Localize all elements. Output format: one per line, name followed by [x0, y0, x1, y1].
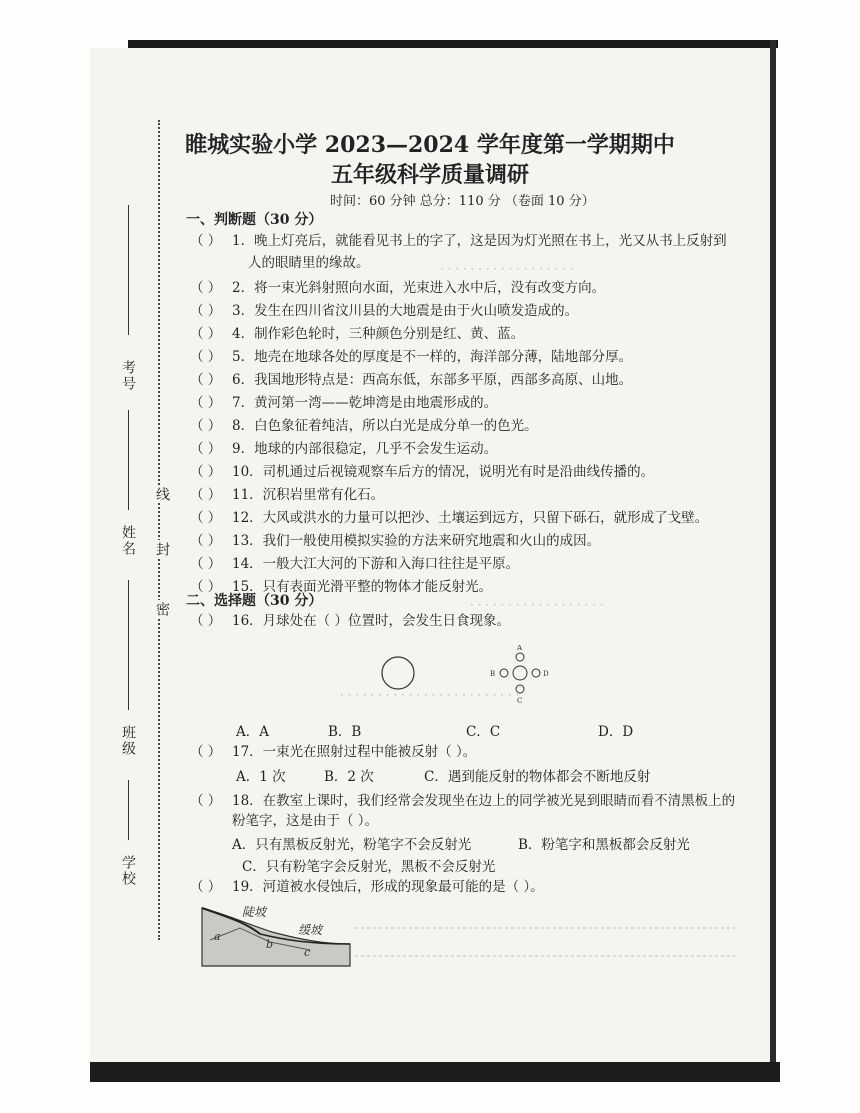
judgement-item: （ ） 12．大风或洪水的力量可以把沙、土壤运到远方，只留下砾石，就形成了戈壁。	[190, 507, 708, 529]
option-b[interactable]: B．B	[328, 724, 362, 740]
answer-blank[interactable]: （ ）	[190, 613, 222, 629]
answer-blank[interactable]: （ ）	[190, 879, 222, 895]
section-judgement: 一、判断题（30 分）	[186, 212, 323, 228]
point-c-label: c	[304, 946, 311, 959]
answer-blank[interactable]: （ ）	[190, 233, 222, 249]
school-label: 学校	[120, 855, 136, 887]
label-d: D	[543, 670, 549, 678]
judgement-item: （ ） 3．发生在四川省汶川县的大地震是由于火山喷发造成的。	[190, 300, 578, 322]
point-a-label: a	[214, 930, 221, 943]
judgement-item: （ ） 7．黄河第一湾——乾坤湾是由地震形成的。	[190, 392, 497, 414]
moon-position-c	[516, 685, 524, 693]
judgement-item: （ ） 8．白色象征着纯洁，所以白光是成分单一的色光。	[190, 415, 538, 437]
option-c[interactable]: C．遇到能反射的物体都会不断地反射	[424, 769, 651, 785]
choice-question-19: （ ） 19．河道被水侵蚀后，形成的现象最可能的是（ ）。	[190, 876, 544, 898]
answer-blank[interactable]: （ ）	[190, 464, 222, 480]
option-a[interactable]: A．只有黑板反射光，粉笔字不会反射光	[232, 837, 472, 853]
answer-blank[interactable]: （ ）	[190, 793, 222, 809]
name-rule	[128, 410, 129, 510]
judgement-item: （ ） 1．晚上灯亮后，就能看见书上的字了，这是因为灯光照在书上，光又从书上反射到	[190, 230, 727, 252]
seal-feng: 封	[154, 542, 170, 556]
scan-edge-top	[128, 40, 778, 48]
judgement-item: （ ） 2．将一束光斜射照向水面，光束进入水中后，没有改变方向。	[190, 277, 605, 299]
judgement-item: （ ） 5．地壳在地球各处的厚度是不一样的，海洋部分薄，陆地部分厚。	[190, 346, 632, 368]
choice-question-17: （ ） 17．一束光在照射过程中能被反射（ ）。	[190, 741, 476, 763]
answer-blank[interactable]: （ ）	[190, 441, 222, 457]
judgement-item: （ ） 10．司机通过后视镜观察车后方的情况，说明光有时是沿曲线传播的。	[190, 461, 654, 483]
exam-subtitle: 五年级科学质量调研	[330, 162, 529, 188]
gentle-slope-label: 缓坡	[298, 923, 323, 937]
option-b[interactable]: B．粉笔字和黑板都会反射光	[518, 837, 690, 853]
sun-circle	[382, 657, 414, 689]
answer-blank[interactable]: （ ）	[190, 487, 222, 503]
answer-blank[interactable]: （ ）	[190, 395, 222, 411]
answer-blank[interactable]: （ ）	[190, 533, 222, 549]
answer-blank[interactable]: （ ）	[190, 418, 222, 434]
bleed-through: · · · · · · · · · · · · · · · · · · · · · · · ·	[340, 688, 520, 702]
riverbank-diagram	[200, 900, 740, 970]
bleed-through: · · · · · · · · · · · · · · · · · ·	[440, 262, 574, 276]
class-label: 班级	[120, 725, 136, 757]
label-b: B	[490, 670, 496, 678]
answer-blank[interactable]: （ ）	[190, 372, 222, 388]
earth-circle	[513, 666, 527, 680]
answer-blank[interactable]: （ ）	[190, 280, 222, 296]
judgement-item: （ ） 13．我们一般使用模拟实验的方法来研究地震和火山的成因。	[190, 530, 600, 552]
moon-position-a	[516, 653, 524, 661]
school-rule	[128, 780, 129, 840]
exam-title: 睢城实验小学 2023—2024 学年度第一学期期中	[185, 132, 675, 158]
seal-xian: 线	[154, 487, 170, 501]
option-d[interactable]: D．D	[598, 724, 634, 740]
class-rule	[128, 580, 129, 710]
exam-meta: 时间：60 分钟 总分：110 分 （卷面 10 分）	[330, 194, 595, 209]
choice-question-18-cont: 粉笔字，这是由于（ ）。	[232, 813, 379, 829]
exam-no-rule	[128, 205, 129, 335]
answer-blank[interactable]: （ ）	[190, 303, 222, 319]
seal-mi: 密	[154, 602, 170, 616]
steep-slope-label: 陡坡	[242, 905, 267, 919]
judgement-item: （ ） 4．制作彩色轮时，三种颜色分别是红、黄、蓝。	[190, 323, 524, 345]
section-choice: 二、选择题（30 分）	[186, 593, 323, 609]
moon-position-d	[532, 669, 540, 677]
judgement-item: （ ） 6．我国地形特点是：西高东低，东部多平原，西部多高原、山地。	[190, 369, 632, 391]
answer-blank[interactable]: （ ）	[190, 510, 222, 526]
sun-earth-moon-diagram	[380, 645, 560, 715]
bleed-through: · · · · · · · · · · · · · · · · · ·	[470, 598, 604, 612]
choice-question-18: （ ） 18．在教室上课时，我们经常会发现坐在边上的同学被光晃到眼睛而看不清黑板上的	[190, 790, 735, 812]
answer-blank[interactable]: （ ）	[190, 579, 222, 595]
point-b-label: b	[266, 938, 274, 951]
answer-blank[interactable]: （ ）	[190, 744, 222, 760]
name-label: 姓名	[120, 525, 136, 557]
option-c[interactable]: C．C	[466, 724, 501, 740]
judgement-item: （ ） 11．沉积岩里常有化石。	[190, 484, 384, 506]
binding-dotted-line	[158, 120, 160, 940]
answer-blank[interactable]: （ ）	[190, 556, 222, 572]
choice-question-16: （ ） 16．月球处在（ ）位置时，会发生日食现象。	[190, 610, 510, 632]
answer-blank[interactable]: （ ）	[190, 349, 222, 365]
moon-position-b	[500, 669, 508, 677]
judgement-item: （ ） 9．地球的内部很稳定，几乎不会发生运动。	[190, 438, 497, 460]
scan-edge-right	[770, 40, 776, 1080]
answer-blank[interactable]: （ ）	[190, 326, 222, 342]
judgement-item: （ ） 15．只有表面光滑平整的物体才能反射光。	[190, 576, 492, 598]
exam-no-label: 考号	[120, 360, 136, 392]
scan-edge-bottom	[90, 1062, 780, 1082]
label-a: A	[517, 645, 523, 652]
option-a[interactable]: A．A	[236, 724, 269, 740]
option-c[interactable]: C．只有粉笔字会反射光，黑板不会反射光	[242, 859, 496, 875]
option-b[interactable]: B．2 次	[324, 769, 374, 785]
judgement-item-cont: 人的眼睛里的缘故。	[248, 255, 370, 271]
judgement-item: （ ） 14．一般大江大河的下游和入海口往往是平原。	[190, 553, 519, 575]
option-a[interactable]: A．1 次	[236, 769, 286, 785]
label-c: C	[517, 697, 523, 705]
